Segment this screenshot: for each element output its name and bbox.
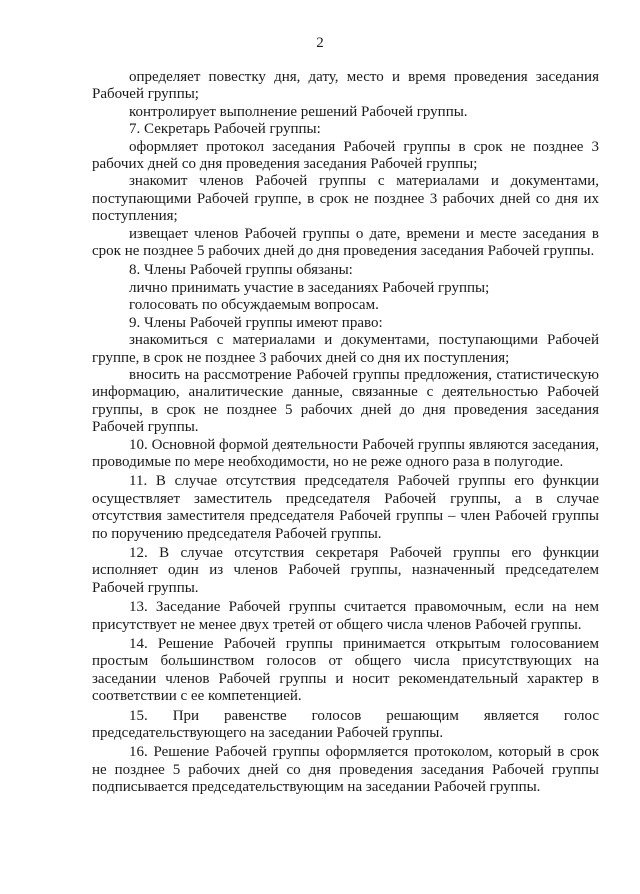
paragraph: 11. В случае отсутствия председателя Рабочей группы его функции осуществляет заместитель председателя Рабочей группы, а в случае отсутствия заместителя председателя Рабочей группы – член Рабочей группы по поручению председателя Рабочей группы. — [92, 473, 599, 542]
document-body — [92, 69, 599, 797]
paragraph: 8. Члены Рабочей группы обязаны: — [129, 262, 353, 279]
paragraph: 12. В случае отсутствия секретаря Рабочей группы его функции исполняет один из членов Рабочей группы, назначенный председателем Рабочей группы. — [92, 544, 599, 596]
paragraph: знакомит членов Рабочей группы с материалами и документами, поступающими Рабочей группе, в срок не позднее 3 рабочих дней со дня их поступления; — [92, 173, 599, 225]
paragraph: определяет повестку дня, дату, место и время проведения заседания Рабочей группы; — [92, 69, 599, 103]
paragraph: оформляет протокол заседания Рабочей группы в срок не позднее 3 рабочих дней со дня проведения заседания Рабочей группы; — [92, 138, 599, 173]
paragraph: 13. Заседание Рабочей группы считается правомочным, если на нем присутствует не менее двух третей от общего числа членов Рабочей группы. — [92, 599, 599, 633]
paragraph: 16. Решение Рабочей группы оформляется протоколом, который в срок не позднее 5 рабочих дней со дня проведения заседания Рабочей группы подписывается председательствующим на заседании Рабочей группы. — [92, 744, 599, 796]
paragraph: 9. Члены Рабочей группы имеют право: — [129, 314, 383, 331]
paragraph: 14. Решение Рабочей группы принимается открытым голосованием простым большинством голосов от общего числа присутствующих на заседании членов Рабочей группы и носит рекомендательный характер в соответствии с ее компетенцией. — [92, 636, 599, 705]
paragraph: контролирует выполнение решений Рабочей группы. — [129, 103, 468, 120]
paragraph: извещает членов Рабочей группы о дате, времени и месте заседания в срок не позднее 5 рабочих дней до дня проведения заседания Рабочей группы. — [92, 225, 599, 260]
paragraph: вносить на рассмотрение Рабочей группы предложения, статистическую информацию, аналитические данные, связанные с деятельностью Рабочей группы, в срок не позднее 5 рабочих дней до дня проведения заседания Рабочей группы. — [92, 366, 599, 436]
paragraph: 10. Основной формой деятельности Рабочей группы являются заседания, проводимые по мере необходимости, но не реже одного раза в полугодие. — [92, 436, 599, 470]
paragraph: 15. При равенстве голосов решающим является голос председательствующего на заседании Рабочей группы. — [92, 707, 599, 742]
page-number: 2 — [316, 35, 324, 51]
paragraph: 7. Секретарь Рабочей группы: — [129, 121, 321, 138]
paragraph: знакомиться с материалами и документами, поступающими Рабочей группе, в срок не позднее 3 рабочих дней со дня их поступления; — [92, 332, 599, 366]
paragraph: лично принимать участие в заседаниях Рабочей группы; — [129, 279, 490, 296]
paragraph: голосовать по обсуждаемым вопросам. — [129, 297, 379, 314]
